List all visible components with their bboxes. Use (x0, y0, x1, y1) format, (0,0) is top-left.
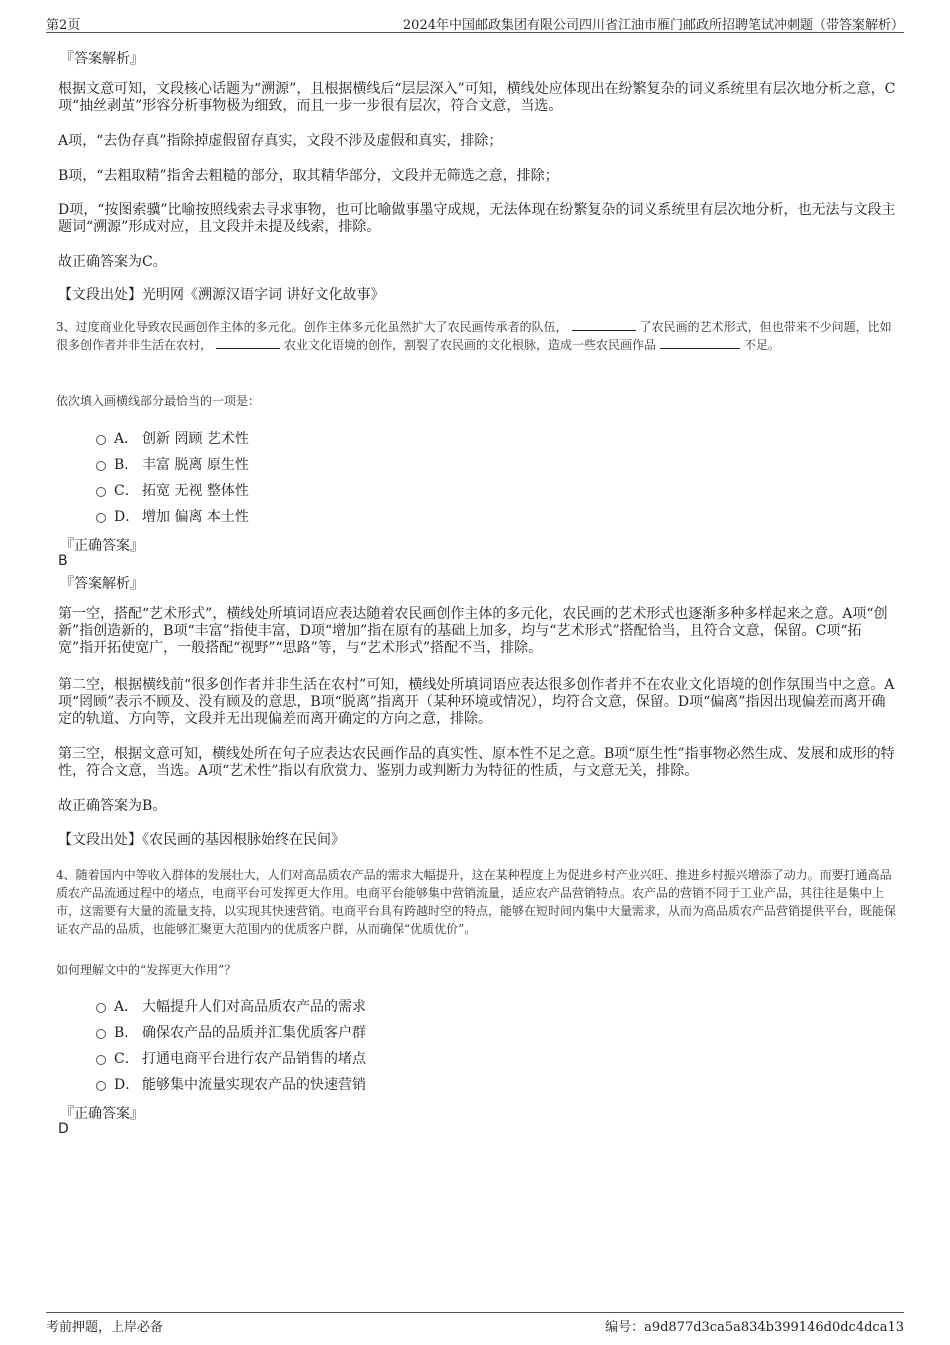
q3-option-b[interactable]: B． 丰富 脱离 原生性 (96, 454, 249, 472)
page-footer (46, 1312, 904, 1333)
q3-blank-2 (216, 336, 280, 349)
q4-answer-tag: 『正确答案』 (60, 1106, 144, 1122)
q4-option-d[interactable]: D． 能够集中流量实现农产品的快速营销 (96, 1074, 366, 1092)
radio-icon[interactable] (96, 1081, 106, 1091)
q3-answer: B (58, 553, 68, 569)
radio-icon[interactable] (96, 435, 106, 445)
page-number: 第2页 (46, 18, 81, 33)
q3-source: 【文段出处】《农民画的基因根脉始终在民间》 (58, 832, 345, 848)
q3-option-a[interactable]: A． 创新 罔顾 艺术性 (96, 428, 249, 446)
q3-prompt: 依次填入画横线部分最恰当的一项是： (56, 394, 261, 408)
radio-icon[interactable] (96, 513, 106, 523)
document-title: 2024年中国邮政集团有限公司四川省江油市雁门邮政所招聘笔试冲刺题（带答案解析） (402, 18, 904, 33)
q2-conclusion: 故正确答案为C。 (58, 254, 167, 270)
footer-slogan: 考前押题，上岸必备 (46, 1320, 164, 1335)
q2-analysis-p3: B项，“去粗取精”指舍去粗糙的部分，取其精华部分，文段并无筛选之意，排除； (58, 168, 559, 184)
q2-analysis-p2: A项，“去伪存真”指除掉虚假留存真实，文段不涉及虚假和真实，排除； (58, 133, 503, 149)
q4-option-c[interactable]: C． 打通电商平台进行农产品销售的堵点 (96, 1048, 366, 1066)
q4-option-b[interactable]: B． 确保农产品的品质并汇集优质客户群 (96, 1022, 366, 1040)
radio-icon[interactable] (96, 487, 106, 497)
q3-option-c[interactable]: C． 拓宽 无视 整体性 (96, 480, 249, 498)
q4-stem: 4、随着国内中等收入群体的发展壮大，人们对高品质农产品的需求大幅提升，这在某种程度上为促进乡村产业兴旺、推进乡村振兴增添了动力。而要打通高品质农产品流通过程中的堵点，电商平台可发挥更大作用。电商平台能够集中营销流量，适应农产品营销特点。农产品的营销不同于工业产品，其往往是集中上市，这需要有大量的流量支持，以实现其快速营销。电商平台具有跨越时空的特点，能够在短时间内集中大量需求，从而为高品质农产品营销提供平台，既能保证农产品的品质，也能够汇聚更大范围内的优质客户群，从而确保“优质优价”。 (56, 868, 897, 936)
q3-analysis-tag: 『答案解析』 (60, 576, 144, 592)
radio-icon[interactable] (96, 461, 106, 471)
q3-option-d[interactable]: D． 增加 偏离 本土性 (96, 506, 249, 524)
q2-analysis-p4: D项，“按图索骥”比喻按照线索去寻求事物，也可比喻做事墨守成规，无法体现在纷繁复杂的词义系统里有层次地分析，也无法与文段主题词“溯源”形成对应，且文段并未提及线索，排除。 (58, 202, 896, 235)
q2-analysis-p1: 根据文意可知，文段核心话题为“溯源”，且根据横线后“层层深入”可知，横线处应体现出在纷繁复杂的词义系统里有层次地分析之意，C项“抽丝剥茧”形容分析事物极为细致，而且一步一步很有层次，符合文意，当选。 (58, 81, 896, 114)
document-id: 编号：a9d877d3ca5a834b399146d0dc4dca13 (605, 1320, 904, 1335)
radio-icon[interactable] (96, 1003, 106, 1013)
q3-analysis-p3: 第三空，根据文意可知，横线处所在句子应表达农民画作品的真实性、原本性不足之意。B项“原生性”指事物必然生成、发展和成形的特性，符合文意，当选。A项“艺术性”指以有欣赏力、鉴别力或判断力为特征的性质，与文意无关，排除。 (58, 746, 895, 779)
q3-conclusion: 故正确答案为B。 (58, 798, 167, 814)
q3-analysis-p2: 第二空，根据横线前“很多创作者并非生活在农村”可知，横线处所填词语应表达很多创作者并不在农业文化语境的创作氛围当中之意。A项“罔顾”表示不顾及、没有顾及的意思，B项“脱离”指离开（某种环境或情况），均符合文意，保留。D项“偏离”指因出现偏差而离开确定的轨道、方向等，文段并无出现偏差而离开确定的方向之意，排除。 (58, 677, 895, 727)
q3-stem: 3、过度商业化导致农民画创作主体的多元化。创作主体多元化虽然扩大了农民画传承者的队伍， 了农民画的艺术形式，但也带来不少问题，比如很多创作者并非生活在农村， 农业文化语境的创作，割裂了农民画的文化根脉，造成一些农民画作品 不足。 (56, 320, 892, 352)
q4-answer: D (58, 1121, 69, 1137)
q2-source: 【文段出处】光明网《溯源汉语字词 讲好文化故事》 (58, 287, 385, 303)
q3-answer-tag: 『正确答案』 (60, 538, 144, 554)
q3-blank-3 (660, 336, 740, 349)
q4-prompt: 如何理解文中的“发挥更大作用”？ (56, 963, 237, 977)
radio-icon[interactable] (96, 1055, 106, 1065)
page-header (46, 14, 904, 33)
q4-option-a[interactable]: A． 大幅提升人们对高品质农产品的需求 (96, 996, 366, 1014)
q2-analysis-tag: 『答案解析』 (60, 51, 144, 67)
radio-icon[interactable] (96, 1029, 106, 1039)
q3-blank-1 (572, 318, 636, 331)
q3-analysis-p1: 第一空，搭配“艺术形式”，横线处所填词语应表达随着农民画创作主体的多元化，农民画的艺术形式也逐渐多种多样起来之意。A项“创新”指创造新的，B项“丰富”指使丰富，D项“增加”指在原有的基础上加多，均与“艺术形式”搭配恰当，且符合文意，保留。C项“拓宽”指开拓使宽广，一般搭配“视野”“思路”等，与“艺术形式”搭配不当，排除。 (58, 606, 888, 656)
